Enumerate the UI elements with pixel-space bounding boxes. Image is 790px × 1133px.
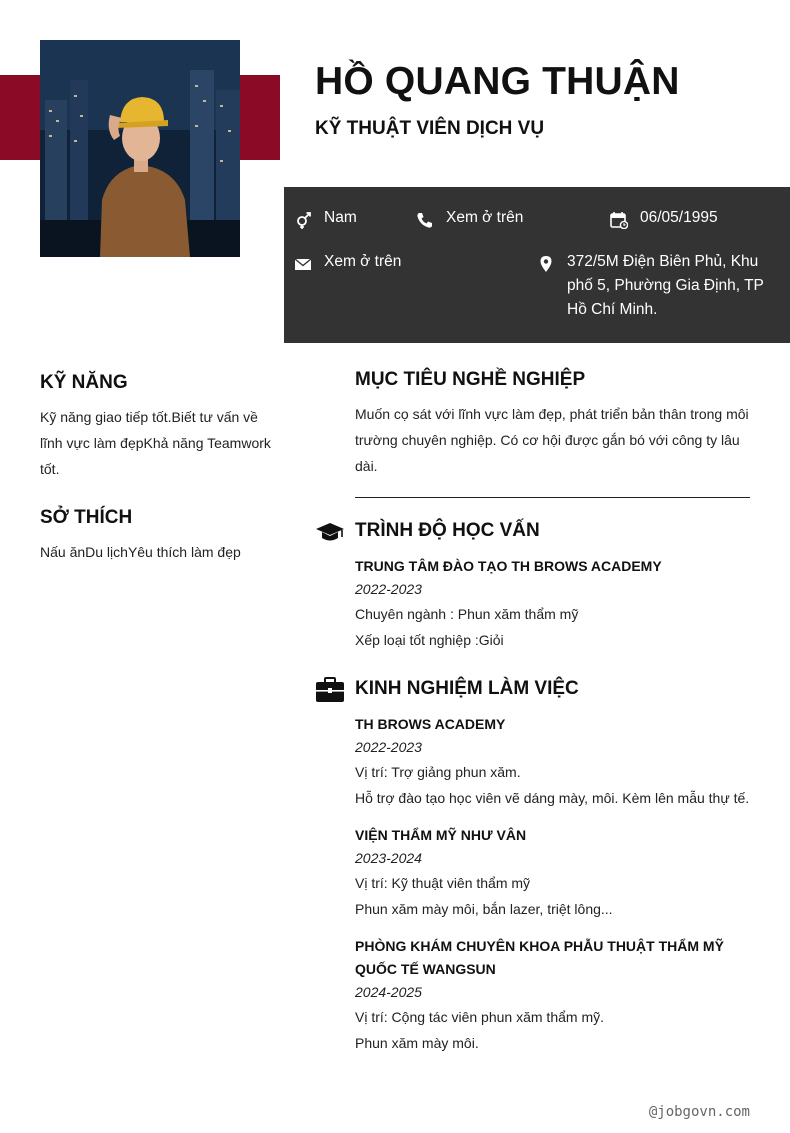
experience-entry	[355, 935, 750, 1056]
gender-icon	[294, 211, 312, 229]
education-heading: TRÌNH ĐỘ HỌC VẤN	[355, 520, 540, 541]
phone-item	[416, 209, 523, 230]
watermark-text: @jobgovn.com	[648, 1104, 750, 1120]
hobbies-text: Nấu ănDu lịchYêu thích làm đẹp	[40, 544, 241, 560]
email-item	[294, 253, 401, 274]
section-divider	[355, 497, 750, 498]
skills-heading: KỸ NĂNG	[40, 372, 128, 393]
birthday-item	[610, 209, 718, 230]
experience-entry-date: 2024-2025	[355, 984, 422, 1000]
education-entry-line: Xếp loại tốt nghiệp :Giỏi	[355, 632, 504, 648]
experience-entry-date: 2022-2023	[355, 739, 422, 755]
education-entry	[355, 555, 750, 653]
location-pin-icon	[537, 255, 555, 273]
email-value: Xem ở trên	[324, 253, 402, 270]
skills-text: Kỹ năng giao tiếp tốt.Biết tư vấn về lĩnh vực làm đẹpKhả năng Teamwork tốt.	[40, 409, 271, 477]
mail-icon	[294, 255, 312, 273]
hobbies-heading: SỞ THÍCH	[40, 507, 133, 528]
education-entry-line: Chuyên ngành : Phun xăm thẩm mỹ	[355, 606, 579, 622]
objective-heading: MỤC TIÊU NGHỀ NGHIỆP	[355, 369, 586, 390]
objective-text: Muốn cọ sát với lĩnh vực làm đẹp, phát triển bản thân trong môi trường chuyên nghiệp. Có cơ hội được gắn bó với công ty lâu dài.	[355, 406, 749, 474]
personal-info-box	[284, 187, 790, 343]
job-title: KỸ THUẬT VIÊN DỊCH VỤ	[315, 118, 545, 139]
gender-value: Nam	[324, 209, 357, 226]
education-section	[355, 520, 750, 653]
experience-entry-title: VIỆN THẨM MỸ NHƯ VÂN	[355, 827, 527, 843]
experience-entry	[355, 824, 750, 922]
briefcase-icon	[315, 677, 345, 703]
experience-entry-line: Vị trí: Kỹ thuật viên thẩm mỹ	[355, 875, 531, 891]
skills-section	[40, 372, 280, 482]
experience-section	[355, 678, 750, 1056]
experience-entry-title: PHÒNG KHÁM CHUYÊN KHOA PHẪU THUẬT THẨM MỸ QUỐC TẾ WANGSUN	[355, 938, 724, 977]
hobbies-section	[40, 507, 280, 565]
experience-entry-date: 2023-2024	[355, 850, 422, 866]
experience-entry-line: Vị trí: Trợ giảng phun xăm.	[355, 764, 521, 780]
experience-entry-title: TH BROWS ACADEMY	[355, 716, 506, 732]
graduation-cap-icon	[315, 520, 345, 546]
phone-icon	[416, 211, 434, 229]
objective-section	[355, 369, 750, 479]
education-entry-title: TRUNG TÂM ĐÀO TẠO TH BROWS ACADEMY	[355, 558, 662, 574]
experience-entry-line: Hỗ trợ đào tạo học viên vẽ dáng mày, môi. Kèm lên mẫu thự tế.	[355, 790, 750, 806]
phone-value: Xem ở trên	[446, 209, 524, 226]
candidate-name: HỒ QUANG THUẬN	[315, 60, 680, 103]
experience-entry-line: Phun xăm mày môi.	[355, 1035, 479, 1051]
address-value: 372/5M Điện Biên Phủ, Khu phố 5, Phường Gia Định, TP Hồ Chí Minh.	[567, 253, 764, 318]
birthday-value: 06/05/1995	[640, 209, 718, 226]
calendar-icon	[610, 211, 628, 229]
experience-entry	[355, 713, 750, 811]
profile-photo	[40, 40, 240, 257]
experience-entry-line: Vị trí: Cộng tác viên phun xăm thẩm mỹ.	[355, 1009, 604, 1025]
experience-heading: KINH NGHIỆM LÀM VIỆC	[355, 678, 579, 699]
gender-item	[294, 209, 357, 230]
education-entry-date: 2022-2023	[355, 581, 422, 597]
address-item	[537, 253, 767, 322]
experience-entry-line: Phun xăm mày môi, bắn lazer, triệt lông...	[355, 901, 613, 917]
